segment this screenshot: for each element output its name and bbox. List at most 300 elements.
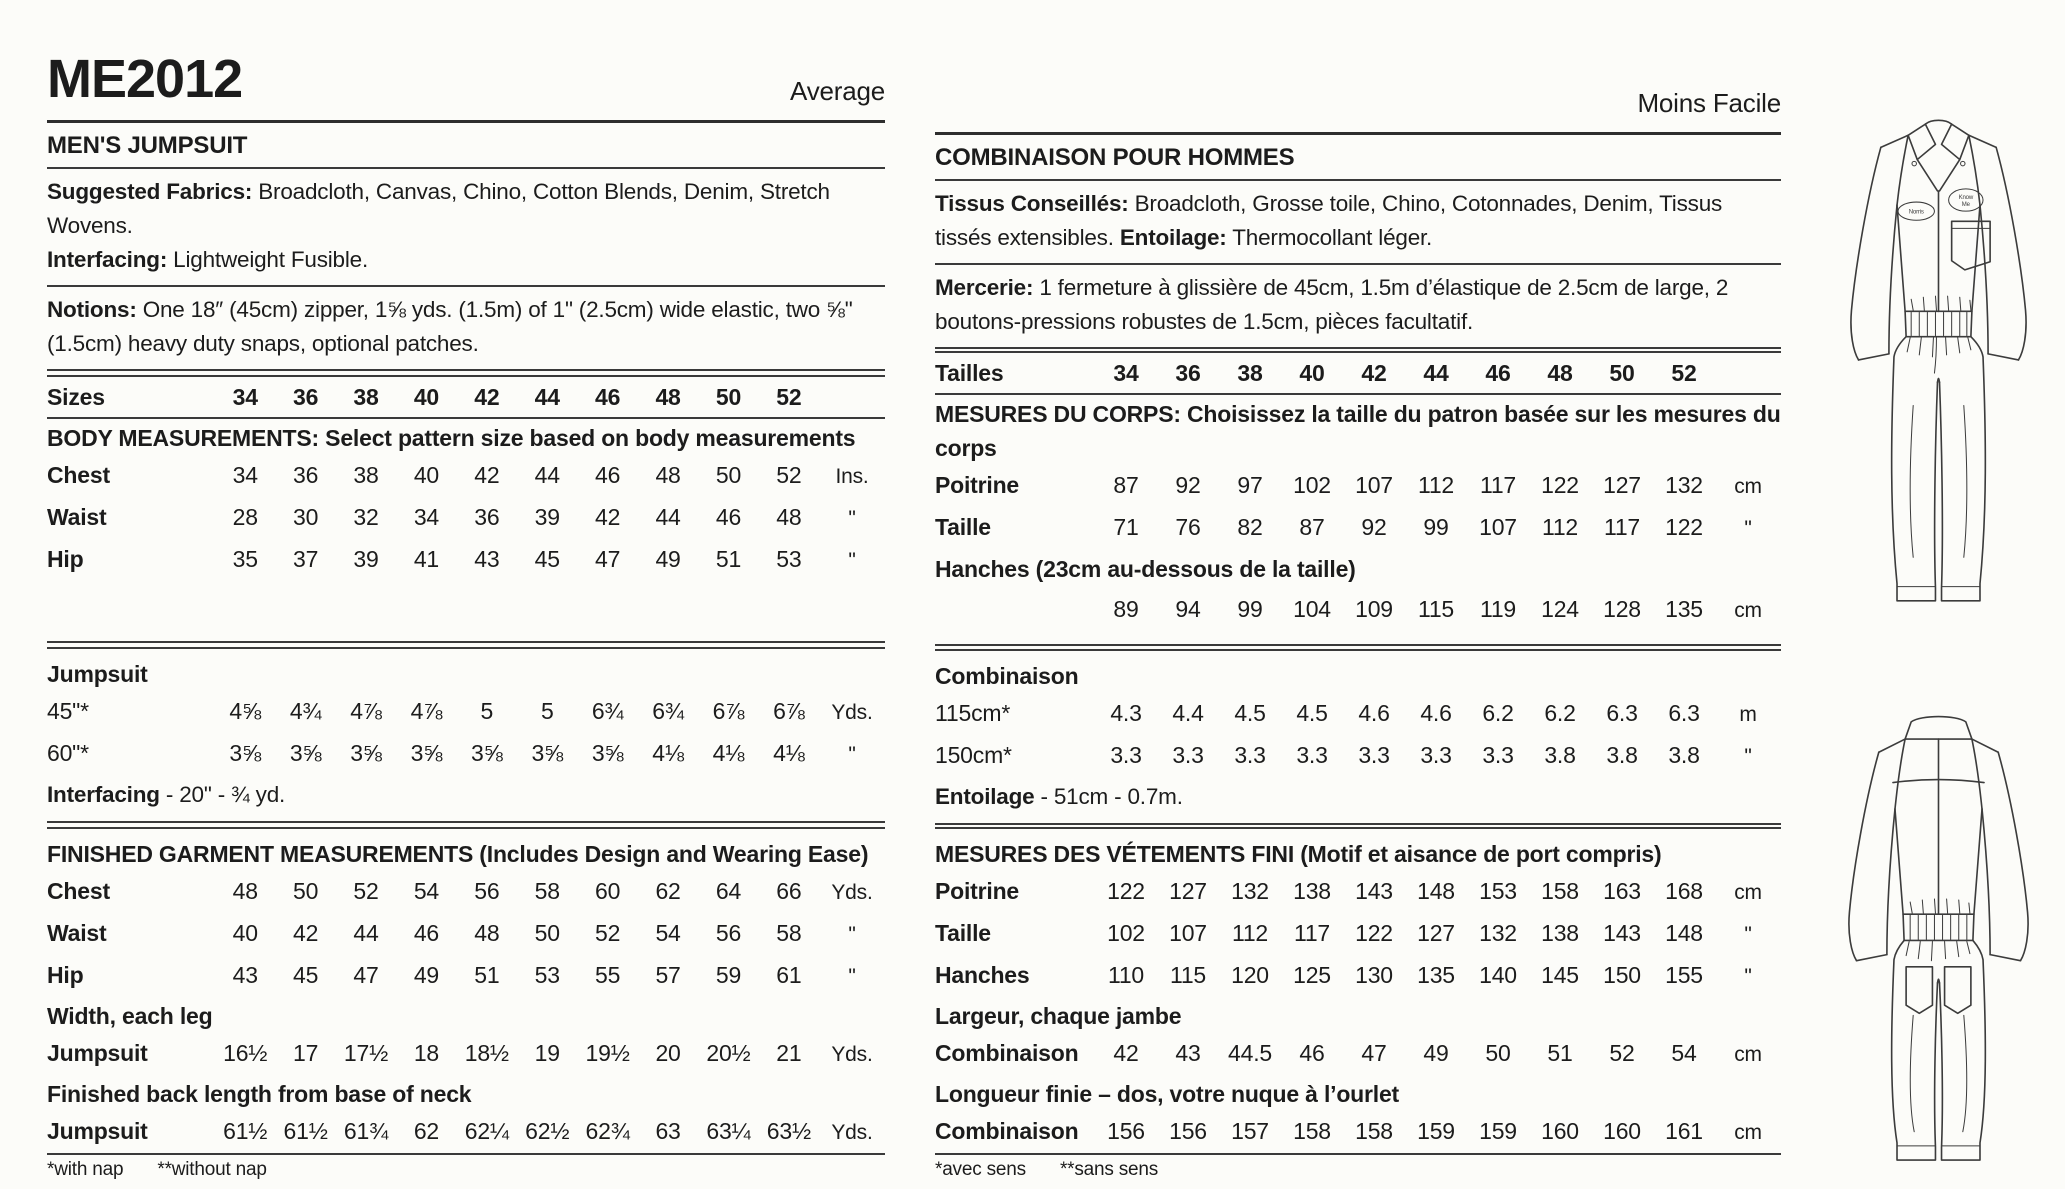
value-cell: 36 xyxy=(293,461,319,488)
value-cell: 51 xyxy=(1547,1040,1573,1067)
value-cell: 63¼ xyxy=(706,1117,751,1144)
pattern-number: ME2012 xyxy=(47,49,243,109)
table-row xyxy=(935,735,1781,777)
value-cell: 17½ xyxy=(343,1039,389,1066)
row-unit: " xyxy=(848,743,856,767)
sizes-row-en xyxy=(47,377,885,417)
interfacing-yardage-fr xyxy=(935,780,1781,814)
value-cell: 87 xyxy=(1113,472,1139,498)
sizes-row-fr xyxy=(935,353,1781,393)
value-cell: 19 xyxy=(534,1039,560,1066)
divider xyxy=(47,167,885,169)
jumpsuit-back-illustration xyxy=(1812,700,2065,1189)
row-unit: " xyxy=(1744,923,1752,947)
value-cell: 168 xyxy=(1665,878,1703,905)
value-cell: 36 xyxy=(293,383,319,410)
value-cell: 4⅞ xyxy=(410,698,443,725)
value-cell: 158 xyxy=(1355,1118,1393,1145)
table-row xyxy=(47,913,885,955)
value-cell: 4.6 xyxy=(1420,699,1452,726)
value-cell: 34 xyxy=(413,503,440,530)
value-cell: 52 xyxy=(1609,1040,1635,1067)
row-values xyxy=(215,733,819,773)
value-cell: 47 xyxy=(1361,1040,1387,1067)
value-cell: 50 xyxy=(715,461,742,488)
row-label: Jumpsuit xyxy=(47,1117,148,1144)
table-row xyxy=(935,589,1781,631)
value-cell: 92 xyxy=(1175,472,1201,498)
value-cell: 156 xyxy=(1107,1118,1145,1145)
row-unit: cm xyxy=(1734,1121,1762,1145)
value-cell: 46 xyxy=(413,919,440,946)
row-label: Chest xyxy=(47,877,110,904)
divider xyxy=(935,823,1781,829)
sizes-values xyxy=(1095,353,1715,393)
value-cell: 143 xyxy=(1603,920,1641,947)
value-cell: 37 xyxy=(293,545,319,572)
value-cell: 57 xyxy=(655,961,681,988)
value-cell: 3.8 xyxy=(1544,741,1576,768)
fabrics-label: Suggested Fabrics: xyxy=(47,178,253,204)
entoilage-text: Thermocollant léger. xyxy=(1226,224,1433,250)
value-cell: 71 xyxy=(1113,514,1139,540)
row-values xyxy=(1095,1111,1715,1151)
value-cell: 51 xyxy=(474,961,500,988)
value-cell: 30 xyxy=(293,503,319,530)
value-cell: 44 xyxy=(655,503,681,530)
value-cell: 54 xyxy=(1671,1040,1697,1067)
value-cell: 117 xyxy=(1603,514,1641,540)
value-cell: 45 xyxy=(534,545,560,572)
value-cell: 36 xyxy=(474,503,500,530)
width-leg-header-fr: Largeur, chaque jambe xyxy=(935,1003,1182,1030)
row-unit: cm xyxy=(1734,475,1762,498)
value-cell: 42 xyxy=(1361,360,1387,386)
divider xyxy=(47,369,885,377)
table-row xyxy=(935,1033,1781,1075)
row-unit: Yds. xyxy=(831,880,873,904)
divider xyxy=(47,120,885,123)
value-cell: 4.5 xyxy=(1234,699,1266,726)
interfacing-yardage-label: Entoilage xyxy=(935,783,1035,809)
value-cell: 61½ xyxy=(283,1117,328,1144)
value-cell: 40 xyxy=(1299,360,1325,386)
garment-title-en: MEN'S JUMPSUIT xyxy=(47,132,248,159)
table-row xyxy=(47,497,885,539)
slogan-patch-line1: Know xyxy=(1958,195,1974,202)
value-cell: 53 xyxy=(776,545,802,572)
value-cell: 46 xyxy=(595,461,621,488)
value-cell: 148 xyxy=(1417,878,1455,905)
table-row xyxy=(47,691,885,733)
value-cell: 117 xyxy=(1293,920,1331,947)
value-cell: 50 xyxy=(293,877,319,904)
row-values xyxy=(215,497,819,537)
value-cell: 140 xyxy=(1479,962,1517,989)
row-values xyxy=(215,871,819,911)
value-cell: 6⅞ xyxy=(712,698,745,725)
value-cell: 127 xyxy=(1417,920,1455,947)
interfacing-yardage-text: - 51cm - 0.7m. xyxy=(1034,783,1183,809)
value-cell: 52 xyxy=(1671,360,1697,386)
value-cell: 3.3 xyxy=(1482,741,1514,768)
notions-text: One 18″ (45cm) zipper, 1⅝ yds. (1.5m) of 1" (2.5cm) wide elastic, two ⅝" (1.5cm) heavy duty snaps, optional patches. xyxy=(47,296,853,356)
fabrics-paragraph-en xyxy=(47,175,885,277)
value-cell: 107 xyxy=(1169,920,1207,947)
footnote-avec-sens: *avec sens xyxy=(935,1159,1026,1181)
back-length-header-fr: Longueur finie – dos, votre nuque à l’ourlet xyxy=(935,1081,1400,1108)
value-cell: 143 xyxy=(1355,878,1393,905)
value-cell: 5 xyxy=(480,698,494,725)
sizes-label: Sizes xyxy=(47,383,105,410)
entoilage-label: Entoilage: xyxy=(1119,224,1227,250)
value-cell: 3.3 xyxy=(1110,741,1142,768)
value-cell: 44 xyxy=(534,383,560,410)
row-values xyxy=(215,955,819,995)
table-row xyxy=(935,955,1781,997)
value-cell: 20½ xyxy=(706,1039,751,1066)
value-cell: 3⅝ xyxy=(531,740,564,767)
value-cell: 3.8 xyxy=(1668,741,1700,768)
table-row xyxy=(935,871,1781,913)
value-cell: 63 xyxy=(655,1117,681,1144)
row-label: Waist xyxy=(47,919,107,946)
row-unit: " xyxy=(1744,517,1752,540)
value-cell: 50 xyxy=(534,919,560,946)
value-cell: 47 xyxy=(353,961,379,988)
row-unit: Ins. xyxy=(835,464,869,488)
value-cell: 56 xyxy=(474,877,500,904)
value-cell: 159 xyxy=(1479,1118,1517,1145)
row-unit: " xyxy=(1744,965,1752,989)
value-cell: 3⅝ xyxy=(229,740,261,767)
row-label: Taille xyxy=(935,920,991,947)
value-cell: 156 xyxy=(1169,1118,1207,1145)
value-cell: 48 xyxy=(474,919,500,946)
value-cell: 4⅛ xyxy=(712,740,745,767)
value-cell: 66 xyxy=(776,877,802,904)
value-cell: 145 xyxy=(1541,962,1579,989)
value-cell: 61¾ xyxy=(343,1117,389,1144)
value-cell: 163 xyxy=(1603,878,1641,905)
sizes-values xyxy=(215,377,819,417)
table-row xyxy=(935,1111,1781,1153)
value-cell: 107 xyxy=(1355,472,1393,498)
interfacing-yardage-label: Interfacing xyxy=(47,782,160,808)
value-cell: 4.6 xyxy=(1358,699,1390,726)
value-cell: 122 xyxy=(1107,878,1145,905)
finished-header-en: FINISHED GARMENT MEASUREMENTS (Includes Design and Wearing Ease) xyxy=(47,840,869,867)
value-cell: 150 xyxy=(1603,962,1641,989)
value-cell: 21 xyxy=(776,1039,802,1066)
value-cell: 62 xyxy=(655,877,681,904)
value-cell: 124 xyxy=(1541,596,1579,622)
value-cell: 43 xyxy=(474,545,500,572)
value-cell: 94 xyxy=(1175,596,1201,622)
value-cell: 127 xyxy=(1603,472,1641,498)
divider xyxy=(935,132,1781,135)
value-cell: 6.3 xyxy=(1606,699,1638,726)
interfacing-text: Lightweight Fusible. xyxy=(167,246,369,272)
row-values xyxy=(215,913,819,953)
row-values xyxy=(1095,589,1715,629)
footnote-without-nap: **without nap xyxy=(157,1158,267,1180)
table-row xyxy=(935,465,1781,507)
value-cell: 3.3 xyxy=(1296,741,1328,768)
row-label: Hanches xyxy=(935,962,1030,989)
value-cell: 48 xyxy=(1547,360,1573,386)
back-length-header-en: Finished back length from base of neck xyxy=(47,1080,472,1107)
divider xyxy=(935,393,1781,395)
value-cell: 41 xyxy=(413,545,440,572)
interfacing-yardage-text: - 20" - ¾ yd. xyxy=(159,782,286,808)
value-cell: 17 xyxy=(293,1039,319,1066)
notions-label: Notions: xyxy=(47,296,137,322)
value-cell: 4⅛ xyxy=(652,740,684,767)
divider xyxy=(935,644,1781,650)
notions-label: Mercerie: xyxy=(935,274,1034,300)
value-cell: 112 xyxy=(1417,472,1455,498)
row-values xyxy=(1095,913,1715,953)
divider xyxy=(935,179,1781,181)
value-cell: 117 xyxy=(1479,472,1517,498)
value-cell: 97 xyxy=(1237,472,1263,498)
row-unit: " xyxy=(848,506,856,530)
value-cell: 99 xyxy=(1423,514,1449,540)
value-cell: 53 xyxy=(534,961,560,988)
value-cell: 76 xyxy=(1175,514,1201,540)
row-unit: Yds. xyxy=(831,1120,873,1144)
value-cell: 62 xyxy=(413,1117,440,1144)
row-label: Poitrine xyxy=(935,472,1020,498)
table-row xyxy=(47,539,885,581)
notions-text: 1 fermeture à glissière de 45cm, 1.5m d’élastique de 2.5cm de large, 2 boutons-pressions robustes de 1.5cm, pièces facultatif. xyxy=(935,274,1729,334)
footnote-with-nap: *with nap xyxy=(47,1158,124,1180)
value-cell: 60 xyxy=(595,877,621,904)
value-cell: 49 xyxy=(413,961,440,988)
french-header-row xyxy=(935,52,1781,118)
value-cell: 56 xyxy=(715,919,742,946)
notions-paragraph-fr xyxy=(935,271,1781,339)
row-unit: Yds. xyxy=(831,1042,873,1066)
row-values xyxy=(215,1033,819,1073)
value-cell: 3⅝ xyxy=(350,740,382,767)
value-cell: 49 xyxy=(1423,1040,1449,1067)
value-cell: 44.5 xyxy=(1228,1040,1272,1067)
row-values xyxy=(1095,871,1715,911)
value-cell: 61½ xyxy=(223,1117,268,1144)
value-cell: 122 xyxy=(1541,472,1579,498)
value-cell: 50 xyxy=(715,383,742,410)
value-cell: 4⅝ xyxy=(229,698,261,725)
jumpsuit-back-drawing xyxy=(1812,700,2065,1189)
value-cell: 52 xyxy=(353,877,379,904)
divider xyxy=(47,821,885,829)
value-cell: 153 xyxy=(1479,878,1517,905)
value-cell: 128 xyxy=(1603,596,1641,622)
row-values xyxy=(215,539,819,579)
value-cell: 115 xyxy=(1417,596,1455,622)
footnote-sans-sens: **sans sens xyxy=(1059,1159,1159,1181)
value-cell: 107 xyxy=(1479,514,1517,540)
value-cell: 46 xyxy=(1299,1040,1325,1067)
row-unit: " xyxy=(1744,744,1752,768)
row-values xyxy=(215,691,819,731)
row-label: Jumpsuit xyxy=(47,1039,148,1066)
jumpsuit-front-illustration xyxy=(1812,100,2065,630)
value-cell: 58 xyxy=(776,919,802,946)
value-cell: 160 xyxy=(1541,1118,1579,1145)
value-cell: 3⅝ xyxy=(289,740,322,767)
value-cell: 19½ xyxy=(585,1039,630,1066)
value-cell: 155 xyxy=(1665,962,1703,989)
value-cell: 4⅞ xyxy=(350,698,382,725)
row-unit: cm xyxy=(1734,1043,1762,1067)
row-unit: cm xyxy=(1734,599,1762,622)
sizes-label: Tailles xyxy=(935,360,1004,386)
row-label: Combinaison xyxy=(935,1118,1079,1145)
value-cell: 35 xyxy=(232,545,258,572)
value-cell: 61 xyxy=(776,961,802,988)
value-cell: 3.3 xyxy=(1234,741,1266,768)
value-cell: 46 xyxy=(595,383,621,410)
row-unit: Yds. xyxy=(831,701,873,725)
value-cell: 3.3 xyxy=(1358,741,1390,768)
value-cell: 58 xyxy=(534,877,560,904)
value-cell: 3⅝ xyxy=(410,740,443,767)
value-cell: 64 xyxy=(715,877,742,904)
value-cell: 115 xyxy=(1169,962,1207,989)
value-cell: 5 xyxy=(540,698,554,725)
divider xyxy=(47,641,885,649)
value-cell: 120 xyxy=(1231,962,1269,989)
table-row xyxy=(47,1033,885,1075)
row-values xyxy=(215,1111,819,1151)
value-cell: 138 xyxy=(1541,920,1579,947)
value-cell: 44 xyxy=(534,461,560,488)
value-cell: 102 xyxy=(1107,920,1145,947)
row-unit: m xyxy=(1739,702,1757,726)
value-cell: 6.2 xyxy=(1482,699,1514,726)
value-cell: 47 xyxy=(595,545,621,572)
value-cell: 3⅝ xyxy=(471,740,503,767)
row-unit: cm xyxy=(1734,881,1762,905)
value-cell: 4.4 xyxy=(1172,699,1204,726)
value-cell: 3.8 xyxy=(1606,741,1638,768)
value-cell: 50 xyxy=(1485,1040,1511,1067)
value-cell: 6.3 xyxy=(1668,699,1700,726)
notions-paragraph-en xyxy=(47,293,885,361)
value-cell: 62¼ xyxy=(464,1117,509,1144)
value-cell: 161 xyxy=(1665,1118,1703,1145)
value-cell: 63½ xyxy=(766,1117,811,1144)
value-cell: 127 xyxy=(1169,878,1207,905)
value-cell: 130 xyxy=(1355,962,1393,989)
value-cell: 3⅝ xyxy=(591,740,624,767)
illustration-panel xyxy=(1812,0,2065,1189)
value-cell: 89 xyxy=(1113,596,1139,622)
fabrics-paragraph-fr xyxy=(935,187,1781,255)
value-cell: 39 xyxy=(534,503,560,530)
value-cell: 49 xyxy=(655,545,681,572)
spacer xyxy=(47,581,885,642)
row-label: 60"* xyxy=(47,740,89,767)
finished-header-fr: MESURES DES VÉTEMENTS FINI (Motif et aisance de port compris) xyxy=(935,841,1662,868)
value-cell: 132 xyxy=(1665,472,1703,498)
value-cell: 52 xyxy=(595,919,621,946)
value-cell: 38 xyxy=(1237,360,1263,386)
divider xyxy=(935,263,1781,265)
table-row xyxy=(935,507,1781,549)
value-cell: 4.5 xyxy=(1296,699,1328,726)
value-cell: 6¾ xyxy=(652,698,684,725)
english-header-row xyxy=(47,49,885,109)
divider xyxy=(47,285,885,287)
value-cell: 38 xyxy=(353,461,379,488)
width-leg-header-en: Width, each leg xyxy=(47,1002,213,1029)
row-values xyxy=(1095,1033,1715,1073)
value-cell: 87 xyxy=(1299,514,1325,540)
fabrics-text: Broadcloth, Canvas, Chino, Cotton Blends, Denim, Stretch Wovens. xyxy=(47,178,830,238)
value-cell: 125 xyxy=(1293,962,1331,989)
value-cell: 46 xyxy=(1485,360,1511,386)
value-cell: 109 xyxy=(1355,596,1393,622)
value-cell: 92 xyxy=(1361,514,1387,540)
value-cell: 119 xyxy=(1479,596,1517,622)
divider xyxy=(47,417,885,419)
value-cell: 46 xyxy=(715,503,742,530)
value-cell: 82 xyxy=(1237,514,1263,540)
value-cell: 39 xyxy=(353,545,379,572)
name-patch-text: Norris xyxy=(1908,209,1924,216)
value-cell: 44 xyxy=(1423,360,1449,386)
value-cell: 112 xyxy=(1231,920,1269,947)
value-cell: 34 xyxy=(232,383,258,410)
table-row xyxy=(935,913,1781,955)
difficulty-label-en: Average xyxy=(790,76,885,107)
row-label: Taille xyxy=(935,514,991,540)
value-cell: 132 xyxy=(1231,878,1269,905)
value-cell: 28 xyxy=(232,503,258,530)
row-label: 150cm* xyxy=(935,741,1012,768)
row-values xyxy=(215,455,819,495)
value-cell: 42 xyxy=(1113,1040,1139,1067)
value-cell: 40 xyxy=(232,919,258,946)
fabrics-text: Broadcloth, Grosse toile, Chino, Cotonnades, Denim, Tissus tissés extensibles. xyxy=(935,190,1723,250)
value-cell: 42 xyxy=(474,383,500,410)
table-row xyxy=(47,871,885,913)
value-cell: 104 xyxy=(1293,596,1331,622)
table-row xyxy=(47,733,885,775)
value-cell: 51 xyxy=(715,545,742,572)
value-cell: 112 xyxy=(1541,514,1579,540)
row-values xyxy=(1095,465,1715,505)
value-cell: 42 xyxy=(595,503,621,530)
yardage-header-fr: Combinaison xyxy=(935,662,1079,689)
value-cell: 132 xyxy=(1479,920,1517,947)
row-label: 45"* xyxy=(47,698,89,725)
value-cell: 99 xyxy=(1237,596,1263,622)
footnote-fr xyxy=(935,1155,1781,1189)
french-panel xyxy=(935,0,1781,1189)
value-cell: 148 xyxy=(1665,920,1703,947)
value-cell: 34 xyxy=(232,461,258,488)
value-cell: 55 xyxy=(595,961,621,988)
footnote-en xyxy=(47,1155,885,1189)
value-cell: 48 xyxy=(655,383,681,410)
row-label: Hip xyxy=(47,545,84,572)
value-cell: 160 xyxy=(1603,1118,1641,1145)
